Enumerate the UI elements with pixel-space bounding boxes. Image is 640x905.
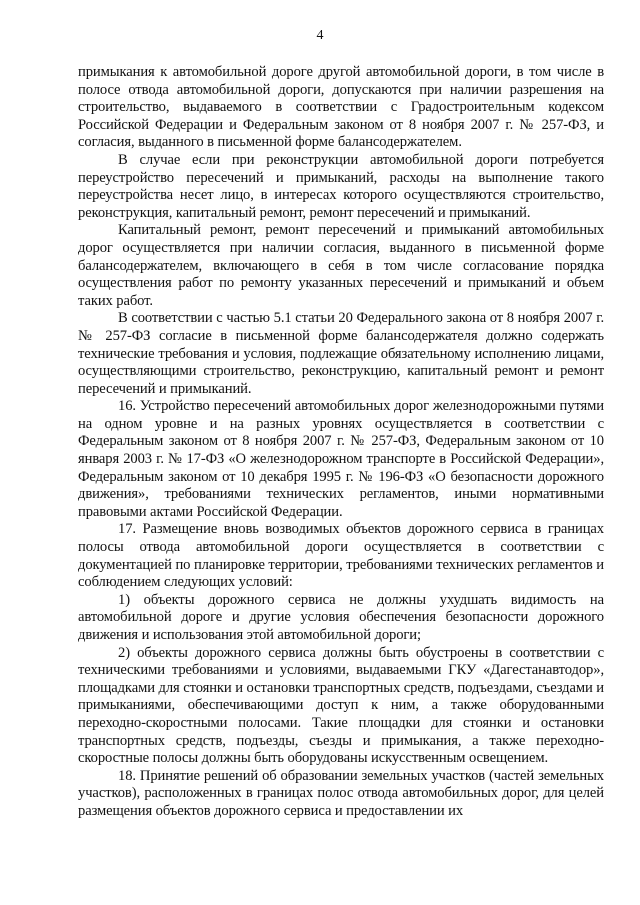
paragraph-reconstruction: В случае если при реконструкции автомобильной дороги потребуется переустройство пересечений и примыканий, расходы на выполнение такого переустройства несет лицо, в интересах которого осуществляются строительство, реконструкция, капитальный ремонт, ремонт пересечений и примыканий. <box>78 151 604 221</box>
page-number: 4 <box>316 28 324 43</box>
paragraph-consent-requirements: В соответствии с частью 5.1 статьи 20 Федерального закона от 8 ноября 2007 г. № 257-ФЗ согласие в письменной форме балансодержателя должно содержать технические требования и условия, подлежащие обязательному исполнению лицами, осуществляющими строительство, реконструкцию, капитальный ремонт и ремонт пересечений и примыканий. <box>78 310 604 397</box>
paragraph-section-16: 16. Устройство пересечений автомобильных дорог железнодорожными путями на одном уровне и на разных уровнях осуществляется в соответствии с Федеральным законом от 8 ноября 2007 г. № 257-ФЗ, Федеральным законом от 10 января 2003 г. № 17-ФЗ «О железнодорожном транспорте в Российской Федерации», Федеральным законом от 10 декабря 1995 г. № 196-ФЗ «О безопасности дорожного движения», требованиями технических регламентов, иными нормативными правовыми актами Российской Федерации. <box>78 398 604 520</box>
paragraph-section-17: 17. Размещение вновь возводимых объектов дорожного сервиса в границах полосы отвода автомобильной дороги осуществляется в соответствии с документацией по планировке территории, требованиями технических регламентов и соблюдением следующих условий: <box>78 521 604 591</box>
paragraph-continuation: примыкания к автомобильной дороге другой автомобильной дороги, в том числе в полосе отвода автомобильной дороги, допускаются при наличии разрешения на строительство, выдаваемого в соответствии с Градостроительным кодексом Российской Федерации и Федеральным законом от 8 ноября 2007 г. № 257-ФЗ, и согласия, выданного в письменной форме балансодержателем. <box>78 64 604 151</box>
paragraph-condition-2: 2) объекты дорожного сервиса должны быть обустроены в соответствии с техническими требованиями и условиями, выдаваемыми ГКУ «Дагестанавтодор», площадками для стоянки и остановки транспортных средств, подъездами, съездами и примыканиями, обеспечивающими доступ к ним, а также оборудованными переходно-скоростными полосами. Такие площадки для стоянки и остановки транспортных средств, подъезды, съезды и примыкания, а также переходно-скоростные полосы должны быть оборудованы искусственным освещением. <box>78 644 604 767</box>
paragraph-condition-1: 1) объекты дорожного сервиса не должны ухудшать видимость на автомобильной дороге и другие условия обеспечения безопасности дорожного движения и использования этой автомобильной дороги; <box>78 591 604 643</box>
document-body <box>78 64 604 821</box>
paragraph-section-18: 18. Принятие решений об образовании земельных участков (частей земельных участков), расположенных в границах полос отвода автомобильных дорог, для целей размещения объектов дорожного сервиса и предоставлении их <box>78 767 604 819</box>
paragraph-capital-repair: Капитальный ремонт, ремонт пересечений и примыканий автомобильных дорог осуществляется при наличии согласия, выданного в письменной форме балансодержателем, включающего в себя в том числе согласование порядка осуществления работ по ремонту указанных пересечений и примыканий и объем таких работ. <box>78 222 604 309</box>
